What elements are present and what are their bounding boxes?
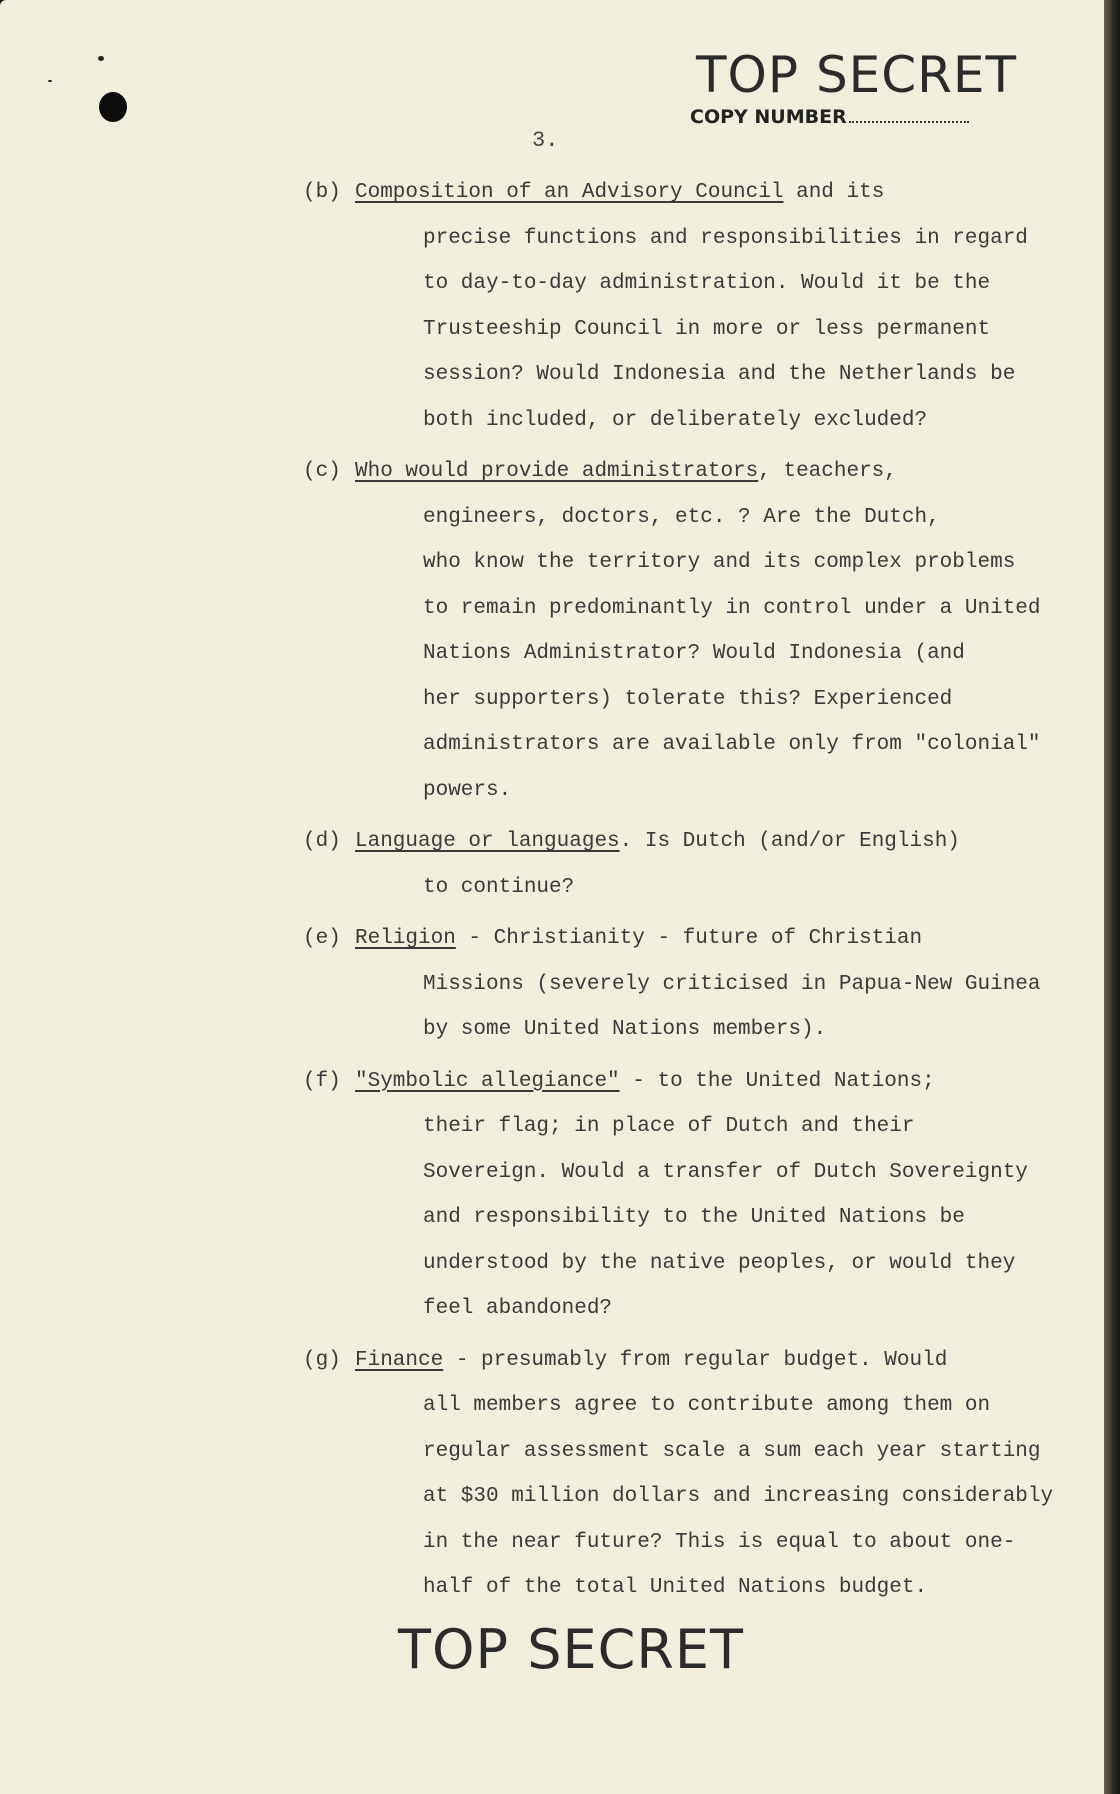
item-label: (e) [303,927,341,950]
item-text-line: feel abandoned? [423,1297,613,1320]
copy-number [690,105,969,128]
item-label: (b) [303,181,341,204]
item-label: (g) [303,1348,341,1372]
item-text-line: powers. [423,778,512,802]
item-text-line: Sovereign. Would a transfer of Dutch Sovereignty [423,1160,1028,1184]
item-first-line [355,1059,1083,1105]
page-edge-shadow [1104,0,1120,1794]
list-item [303,449,1083,813]
item-text-line: precise functions and responsibilities in regard [423,226,1028,250]
item-text-line: administrators are available only from "colonial" [423,733,1041,756]
item-text-line: at $30 million dollars and increasing considerably [423,1485,1054,1508]
copy-number-blank [849,105,969,123]
item-first-line [355,449,1083,495]
item-body [355,1059,1083,1332]
item-heading-rest: - Christianity - future of Christian [455,927,923,950]
item-text-line: her supporters) tolerate this? Experienced [423,687,953,711]
list-item [303,1338,1083,1611]
item-text-line: to continue? [423,875,575,899]
item-text-line: to day-to-day administration. Would it be the [423,272,991,295]
item-heading: "Symbolic allegiance" [355,1069,620,1093]
item-label: (c) [303,460,341,483]
item-heading: Composition of an Advisory Council [355,181,784,204]
item-heading-rest: - presumably from regular budget. Would [443,1348,948,1372]
item-first-line [355,1338,1083,1384]
list-item [303,819,1083,910]
copy-number-label: COPY NUMBER [690,106,847,128]
list-item [303,916,1083,1053]
item-heading: Religion [355,927,456,950]
item-text-line: Nations Administrator? Would Indonesia (and [423,642,965,665]
list-item [303,170,1083,443]
item-text-line: in the near future? This is equal to about one- [423,1530,1016,1554]
item-label: (f) [303,1069,341,1093]
item-body [355,170,1083,443]
item-text-line: Trusteeship Council in more or less permanent [423,317,991,341]
punch-hole [99,92,127,122]
item-body [355,1338,1083,1611]
ink-speck [98,56,104,61]
item-heading-rest: . Is Dutch (and/or English) [619,830,960,853]
item-first-line [355,916,1083,962]
item-text-line: who know the territory and its complex problems [423,551,1016,574]
item-text-line: Missions (severely criticised in Papua-New Guinea [423,972,1041,996]
item-text-line: engineers, doctors, etc. ? Are the Dutch, [423,505,940,529]
bottom-secret-stamp: TOP SECRET [398,1618,744,1681]
item-text-line: session? Would Indonesia and the Netherlands be [423,363,1016,386]
item-text-line: regular assessment scale a sum each year starting [423,1439,1041,1463]
item-first-line [355,170,1083,216]
item-text-line: by some United Nations members). [423,1018,827,1041]
item-list [303,170,1083,1617]
item-heading-rest: , teachers, [758,460,897,483]
item-text-line: both included, or deliberately excluded? [423,408,928,432]
item-text-line: understood by the native peoples, or would they [423,1251,1016,1275]
item-text-line: half of the total United Nations budget. [423,1576,928,1599]
item-body [355,449,1083,813]
item-first-line [355,819,1083,865]
item-heading: Language or languages [355,830,620,853]
item-text-line: all members agree to contribute among them on [423,1394,991,1417]
item-heading-rest: and its [783,181,885,204]
item-heading: Finance [355,1348,444,1372]
item-text-line: their flag; in place of Dutch and their [423,1115,915,1138]
top-secret-stamp: TOP SECRET [696,46,1018,104]
item-text-line: and responsibility to the United Nations be [423,1206,965,1229]
ink-speck [48,80,52,82]
item-text-line: to remain predominantly in control under a United [423,596,1041,620]
item-label: (d) [303,830,341,853]
item-body [355,916,1083,1053]
item-body [355,819,1083,910]
item-heading-rest: - to the United Nations; [619,1069,935,1093]
item-heading: Who would provide administrators [355,460,759,483]
page-number: 3. [532,128,559,153]
list-item [303,1059,1083,1332]
